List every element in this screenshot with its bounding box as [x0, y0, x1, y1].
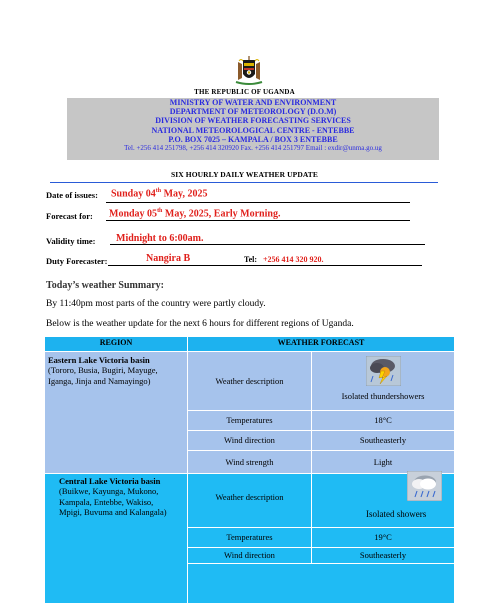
region-name: Eastern Lake Victoria basin — [48, 355, 150, 365]
forecast-value: Monday 05th May, 2025, Early Morning. — [109, 208, 281, 220]
contact-line: Tel. +256 414 251798, +256 414 320920 Fax. +256 414 251797 Email : exdir@unma.go.ug — [124, 144, 382, 153]
wind-str-label: Wind strength — [188, 451, 311, 473]
date-label: Date of issues: — [46, 190, 98, 200]
region-cell — [45, 352, 187, 473]
desc-value: Isolated thundershowers — [341, 391, 425, 401]
validity-label: Validity time: — [46, 236, 96, 246]
region-areas: (Buikwe, Kayunga, Mukono, — [59, 486, 159, 496]
region-cell — [45, 474, 187, 603]
region-areas: Mpigi, Buvuma and Kalangala) — [59, 507, 167, 517]
forecast-table — [45, 337, 454, 603]
table-continuation — [188, 564, 454, 603]
wind-dir-label: Wind direction — [188, 548, 311, 563]
republic-title: THE REPUBLIC OF UGANDA — [194, 88, 295, 96]
region-areas: (Tororo, Busia, Bugiri, Mayuge, — [48, 365, 158, 375]
desc-value: Isolated showers — [366, 509, 427, 519]
desc-label: Weather description — [188, 352, 311, 410]
document-title: SIX HOURLY DAILY WEATHER UPDATE — [170, 170, 319, 179]
rain-shower-icon — [407, 471, 442, 501]
col-header-forecast: WEATHER FORECAST — [188, 337, 454, 351]
wind-dir-value: Southeasterly — [312, 431, 454, 450]
desc-cell — [312, 352, 454, 410]
ministry-line: MINISTRY OF WATER AND ENVIRONMENT — [169, 98, 337, 107]
temp-value: 19°C — [312, 528, 454, 547]
summary-line-2: Below is the weather update for the next 6 hours for different regions of Uganda. — [46, 319, 354, 329]
tel-value: +256 414 320 920. — [263, 255, 324, 264]
validity-value: Midnight to 6:00am. — [116, 233, 204, 244]
region-areas: Kampala, Entebbe, Wakiso, — [59, 496, 154, 507]
region-name: Central Lake Victoria basin — [59, 476, 161, 486]
wind-dir-label: Wind direction — [188, 431, 311, 450]
ministry-line: DEPARTMENT OF METEOROLOGY (D.O.M) — [169, 107, 337, 117]
wind-str-value: Light — [312, 451, 454, 473]
forecast-label: Forecast for: — [46, 211, 93, 221]
ministry-line: P.O. BOX 7025 – KAMPALA / BOX 3 ENTEBBE — [168, 134, 338, 144]
forecaster-value: Nangira B — [146, 253, 191, 264]
date-underline — [106, 202, 410, 203]
summary-title: Today’s weather Summary: — [46, 280, 164, 291]
desc-label: Weather description — [188, 474, 311, 527]
forecaster-underline — [108, 265, 422, 266]
validity-underline — [110, 244, 425, 245]
temp-label: Temperatures — [188, 528, 311, 547]
col-header-region: REGION — [45, 337, 187, 351]
uganda-coat-of-arms — [233, 56, 265, 86]
wind-dir-value: Southeasterly — [312, 548, 454, 563]
temp-value: 18°C — [312, 411, 454, 430]
ministry-line: NATIONAL METEOROLOGICAL CENTRE - ENTEBBE — [151, 125, 355, 135]
thunderstorm-icon — [366, 356, 401, 386]
summary-line-1: By 11:40pm most parts of the country were partly cloudy. — [46, 299, 266, 309]
forecaster-label: Duty Forecaster: — [46, 256, 108, 266]
forecast-underline — [106, 220, 410, 221]
temp-label: Temperatures — [188, 411, 311, 430]
region-areas: Iganga, Jinja and Namayingo) — [48, 375, 151, 386]
date-value: Sunday 04th May, 2025 — [111, 188, 208, 200]
tel-label: Tel: — [244, 255, 258, 264]
title-divider — [50, 182, 438, 183]
desc-cell — [312, 474, 454, 527]
ministry-line: DIVISION OF WEATHER FORECASTING SERVICES — [155, 116, 351, 126]
ministry-banner — [67, 98, 439, 160]
